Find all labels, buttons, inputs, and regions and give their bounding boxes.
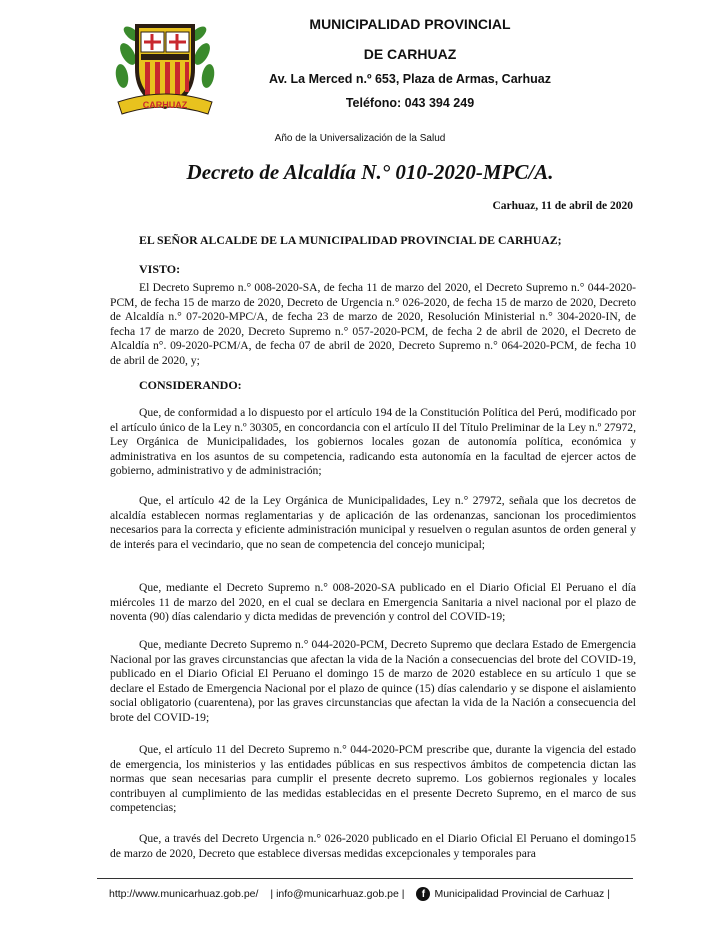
footer	[109, 887, 669, 901]
decree-title: Decreto de Alcaldía N.° 010-2020-MPC/A.	[186, 160, 554, 184]
year-motto: Año de la Universalización de la Salud	[274, 133, 446, 144]
paragraph-visto: El Decreto Supremo n.° 008-2020-SA, de fecha 11 de marzo del 2020, el Decreto Supremo n.° 044-2020-PCM, de fecha 15 de marzo de 2020, Decreto de Urgencia n.° 026-2020, de fecha 15 de marzo de 2020, Decreto de Alcaldía n.° 07-2020-MPC/A, de fecha 23 de marzo de 2020, Resolución Ministerial n.° 304-2020-IN, de fecha 17 de marzo de 2020, Decreto Supremo n.° 057-2020-PCM, de fecha 2 de abril de 2020, el Decreto de Alcaldía n°. 09-2020-PCM/A, de fecha 07 de abril de 2020, Decreto Supremo n.° 064-2020-PCM, de fecha 10 de abril de 2020, y;	[110, 281, 636, 367]
paragraph-considerando-3: Que, mediante el Decreto Supremo n.° 008-2020-SA publicado en el Diario Oficial El Peruano el día miércoles 11 de marzo del 2020, en el cual se declara en Emergencia Sanitaria a nivel nacional por el plazo de noventa (90) días calendario y dicta medidas de prevención y control del COVID-19;	[110, 581, 636, 624]
paragraph-considerando-5: Que, el artículo 11 del Decreto Supremo n.° 044-2020-PCM prescribe que, durante la vigencia del estado de emergencia, los ministerios y las entidades públicas en sus respectivos ámbitos de competencia dictan las normas que sean necesarias para cumplir el presente decreto supremo. Los gobiernos regionales y locales contribuyen al cumplimiento de las medidas establecidas en el presente Decreto Supremo, en el marco de sus competencias;	[110, 743, 636, 815]
org-name-line1: MUNICIPALIDAD PROVINCIAL	[309, 16, 511, 32]
paragraph-considerando-1: Que, de conformidad a lo dispuesto por el artículo 194 de la Constitución Política del Perú, modificado por el artículo único de la Ley n.º 30305, en concordancia con el artículo II del Título Preliminar de la Ley n.º 27972, Ley Orgánica de Municipalidades, los gobiernos locales gozan de autonomía política, económica y administrativa en los asuntos de su competencia, radicando esta autonomía en la facultad de ejercer actos de gobierno, administrativo y de administración;	[110, 406, 636, 478]
footer-email-link[interactable]: | info@municarhuaz.gob.pe |	[270, 888, 405, 900]
footer-website-link[interactable]: http://www.municarhuaz.gob.pe/	[109, 888, 259, 900]
org-name-line2: DE CARHUAZ	[363, 46, 457, 62]
letterhead	[0, 0, 720, 120]
section-title-considerando: CONSIDERANDO:	[139, 378, 242, 392]
paragraph-considerando-4: Que, mediante Decreto Supremo n.° 044-2020-PCM, Decreto Supremo que declara Estado de Emergencia Nacional por las graves circunstancias que afectan la vida de la Nación a consecuencias del brote del COVID-19, publicado en el Diario Oficial El Peruano el domingo 15 de marzo de 2020 establece en su artículo 1 que se declare el Estado de Emergencia Nacional por el plazo de quince (15) días calendario y se dispone el aislamiento social obligatorio (cuarentena), por las graves circunstancias que afectan la vida de la Nación a consecuencia del brote del COVID-19;	[110, 638, 636, 724]
paragraph-considerando-6: Que, a través del Decreto Urgencia n.° 026-2020 publicado en el Diario Oficial El Peruano el domingo15 de marzo de 2020, Decreto que establece diversas medidas excepcionales y temporales para	[110, 832, 636, 860]
footer-facebook-link[interactable]: Municipalidad Provincial de Carhuaz |	[434, 888, 610, 900]
org-address: Av. La Merced n.º 653, Plaza de Armas, Carhuaz	[269, 72, 551, 86]
issuing-authority: EL SEÑOR ALCALDE DE LA MUNICIPALIDAD PROVINCIAL DE CARHUAZ;	[139, 233, 562, 247]
footer-divider	[97, 878, 633, 879]
facebook-icon: f	[416, 887, 430, 901]
crest-banner-text: CARHUAZ	[142, 100, 188, 110]
decree-date: Carhuaz, 11 de abril de 2020	[492, 200, 633, 212]
org-phone: Teléfono: 043 394 249	[345, 96, 475, 110]
section-title-visto: VISTO:	[139, 262, 181, 276]
paragraph-considerando-2: Que, el artículo 42 de la Ley Orgánica de Municipalidades, Ley n.° 27972, señala que los decretos de alcaldía establecen normas reglamentarias y de aplicación de las ordenanzas, sancionan los procedimientos necesarios para la correcta y eficiente administración municipal y resuelven o regulan asuntos de orden general y de interés para el vecindario, que no sean de competencia del concejo municipal;	[110, 494, 636, 551]
